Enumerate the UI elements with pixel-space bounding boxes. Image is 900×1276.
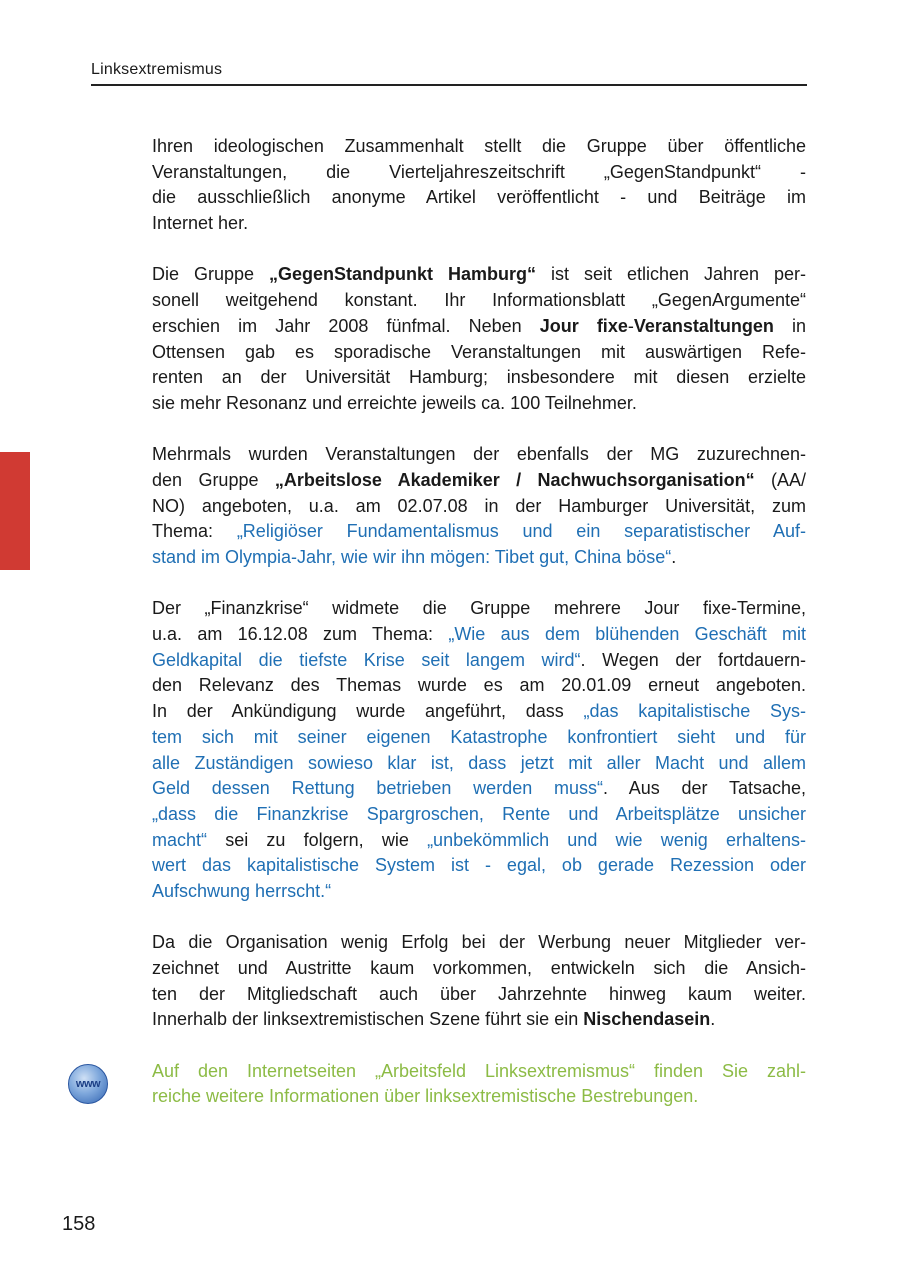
text-line: [152, 442, 806, 468]
web-reference-paragraph[interactable]: [152, 1059, 806, 1110]
header-rule: [91, 84, 807, 86]
paragraph: [152, 930, 806, 1033]
text-line: [152, 622, 806, 648]
quote-text-run: „Wie aus dem blühenden Geschäft mit: [448, 624, 806, 645]
text-run: Innerhalb der linksextremistischen Szene führt sie ein: [152, 1009, 584, 1030]
text-run: Ottensen gab es sporadische Veranstaltungen mit auswärtigen Refe-: [152, 341, 806, 362]
text-line: [152, 596, 806, 622]
text-line: [152, 391, 806, 417]
text-line: [152, 340, 806, 366]
text-run: .: [710, 1009, 716, 1030]
link-text-run[interactable]: reiche weitere Informationen über linksextremistische Bestrebungen.: [152, 1086, 699, 1107]
text-run: sie mehr Resonanz und erreichte jeweils ca. 100 Teilnehmer.: [152, 392, 637, 413]
text-run: u.a. am 16.12.08 zum Thema:: [152, 624, 449, 645]
text-run: renten an der Universität Hamburg; insbesondere mit diesen erzielte: [152, 367, 806, 388]
text-line: [152, 365, 806, 391]
text-line: [152, 314, 806, 340]
text-run: Internet her.: [152, 213, 249, 234]
text-line: [152, 982, 806, 1008]
text-line: [152, 288, 806, 314]
paragraph: [152, 262, 806, 416]
text-line: [152, 699, 806, 725]
text-line: [152, 853, 806, 879]
text-line: [152, 776, 806, 802]
text-run: Die Gruppe: [152, 264, 270, 285]
text-line: [152, 1007, 806, 1033]
text-line: [152, 673, 806, 699]
text-run: erschien im Jahr 2008 fünfmal. Neben: [152, 315, 540, 336]
text-run: (AA/: [754, 469, 806, 490]
quote-text-run: Geld dessen Rettung betrieben werden muss“: [152, 778, 603, 799]
quote-text-run: Aufschwung herrscht.“: [152, 880, 332, 901]
www-globe-icon[interactable]: [68, 1064, 108, 1104]
text-line: [152, 930, 806, 956]
text-run: die ausschließlich anonyme Artikel veröffentlicht - und Beiträge im: [152, 187, 806, 208]
text-line: [152, 956, 806, 982]
text-line: [152, 134, 806, 160]
quote-text-run: „unbekömmlich und wie wenig erhaltens-: [427, 829, 806, 850]
text-run: sonell weitgehend konstant. Ihr Informationsblatt „GegenArgumente“: [152, 290, 806, 311]
text-run: Der „Finanzkrise“ widmete die Gruppe mehrere Jour fixe-Termine,: [152, 598, 806, 619]
paragraph: [152, 134, 806, 237]
text-line: [152, 494, 806, 520]
text-run: Ihren ideologischen Zusammenhalt stellt die Gruppe über öffentliche: [152, 136, 806, 156]
text-line: [152, 185, 806, 211]
text-line: [152, 1059, 806, 1085]
text-run: NO) angeboten, u.a. am 02.07.08 in der Hamburger Universität, zum: [152, 495, 806, 516]
text-run: ten der Mitgliedschaft auch über Jahrzehnte hinweg kaum weiter.: [152, 983, 806, 1004]
text-line: [152, 1084, 806, 1110]
bold-text-run: „Arbeitslose Akademiker / Nachwuchsorganisation“: [274, 469, 755, 490]
chapter-side-tab: [0, 452, 30, 570]
text-run: In der Ankündigung wurde angeführt, dass: [152, 701, 584, 722]
text-run: sei zu folgern, wie: [207, 829, 428, 850]
text-line: [152, 211, 806, 237]
running-header-title: Linksextremismus: [91, 61, 223, 78]
bold-text-run: Veranstaltungen: [633, 315, 774, 336]
quote-text-run: wert das kapitalistische System ist - egal, ob gerade Rezession oder: [152, 855, 806, 876]
quote-text-run: „das kapitalistische Sys-: [583, 701, 806, 722]
text-line: [152, 879, 806, 905]
text-run: Da die Organisation wenig Erfolg bei der Werbung neuer Mitglieder ver-: [152, 932, 806, 953]
text-run: Veranstaltungen, die Vierteljahreszeitschrift „GegenStandpunkt“ -: [152, 161, 806, 182]
text-run: den Gruppe: [152, 469, 275, 490]
quote-text-run: tem sich mit seiner eigenen Katastrophe konfrontiert sieht und für: [152, 726, 806, 747]
quote-text-run: „Religiöser Fundamentalismus und ein separatistischer Auf-: [236, 521, 806, 542]
body-text: [152, 134, 806, 1136]
text-run: ist seit etlichen Jahren per-: [536, 264, 807, 285]
link-text-run[interactable]: Auf den Internetseiten „Arbeitsfeld Linksextremismus“ finden Sie zahl-: [152, 1060, 806, 1081]
quote-text-run: Geldkapital die tiefste Krise seit langem wird“: [152, 649, 581, 670]
quote-text-run: stand im Olympia-Jahr, wie wir ihn mögen: Tibet gut, China böse“: [152, 547, 672, 567]
text-line: [152, 519, 806, 545]
text-run: in: [773, 315, 806, 336]
text-run: Mehrmals wurden Veranstaltungen der ebenfalls der MG zuzurechnen-: [152, 444, 806, 465]
text-run: den Relevanz des Themas wurde es am 20.01.09 erneut angeboten.: [152, 675, 806, 696]
text-line: [152, 545, 806, 571]
text-line: [152, 828, 806, 854]
www-icon-label: www: [75, 1078, 101, 1090]
text-line: [152, 468, 806, 494]
text-run: . Aus der Tatsache,: [602, 778, 806, 799]
paragraph: [152, 596, 806, 904]
text-line: [152, 648, 806, 674]
bold-text-run: Jour fixe: [539, 315, 628, 336]
text-run: -: [627, 315, 634, 336]
paragraph: [152, 442, 806, 570]
quote-text-run: alle Zuständigen sowieso klar ist, dass jetzt mit aller Macht und allem: [152, 752, 806, 773]
text-line: [152, 725, 806, 751]
bold-text-run: Nischendasein: [583, 1009, 711, 1030]
text-line: [152, 802, 806, 828]
text-line: [152, 262, 806, 288]
bold-text-run: „GegenStandpunkt Hamburg“: [269, 264, 537, 285]
text-line: [152, 160, 806, 186]
text-run: zeichnet und Austritte kaum vorkommen, entwickeln sich die Ansich-: [152, 958, 806, 978]
page-number: 158: [62, 1213, 96, 1235]
text-run: .: [671, 547, 677, 567]
quote-text-run: macht“: [152, 829, 208, 850]
text-run: Thema:: [152, 521, 237, 542]
quote-text-run: „dass die Finanzkrise Spargroschen, Rente und Arbeitsplätze unsicher: [152, 803, 806, 824]
text-run: . Wegen der fortdauern-: [580, 649, 806, 670]
text-line: [152, 751, 806, 777]
